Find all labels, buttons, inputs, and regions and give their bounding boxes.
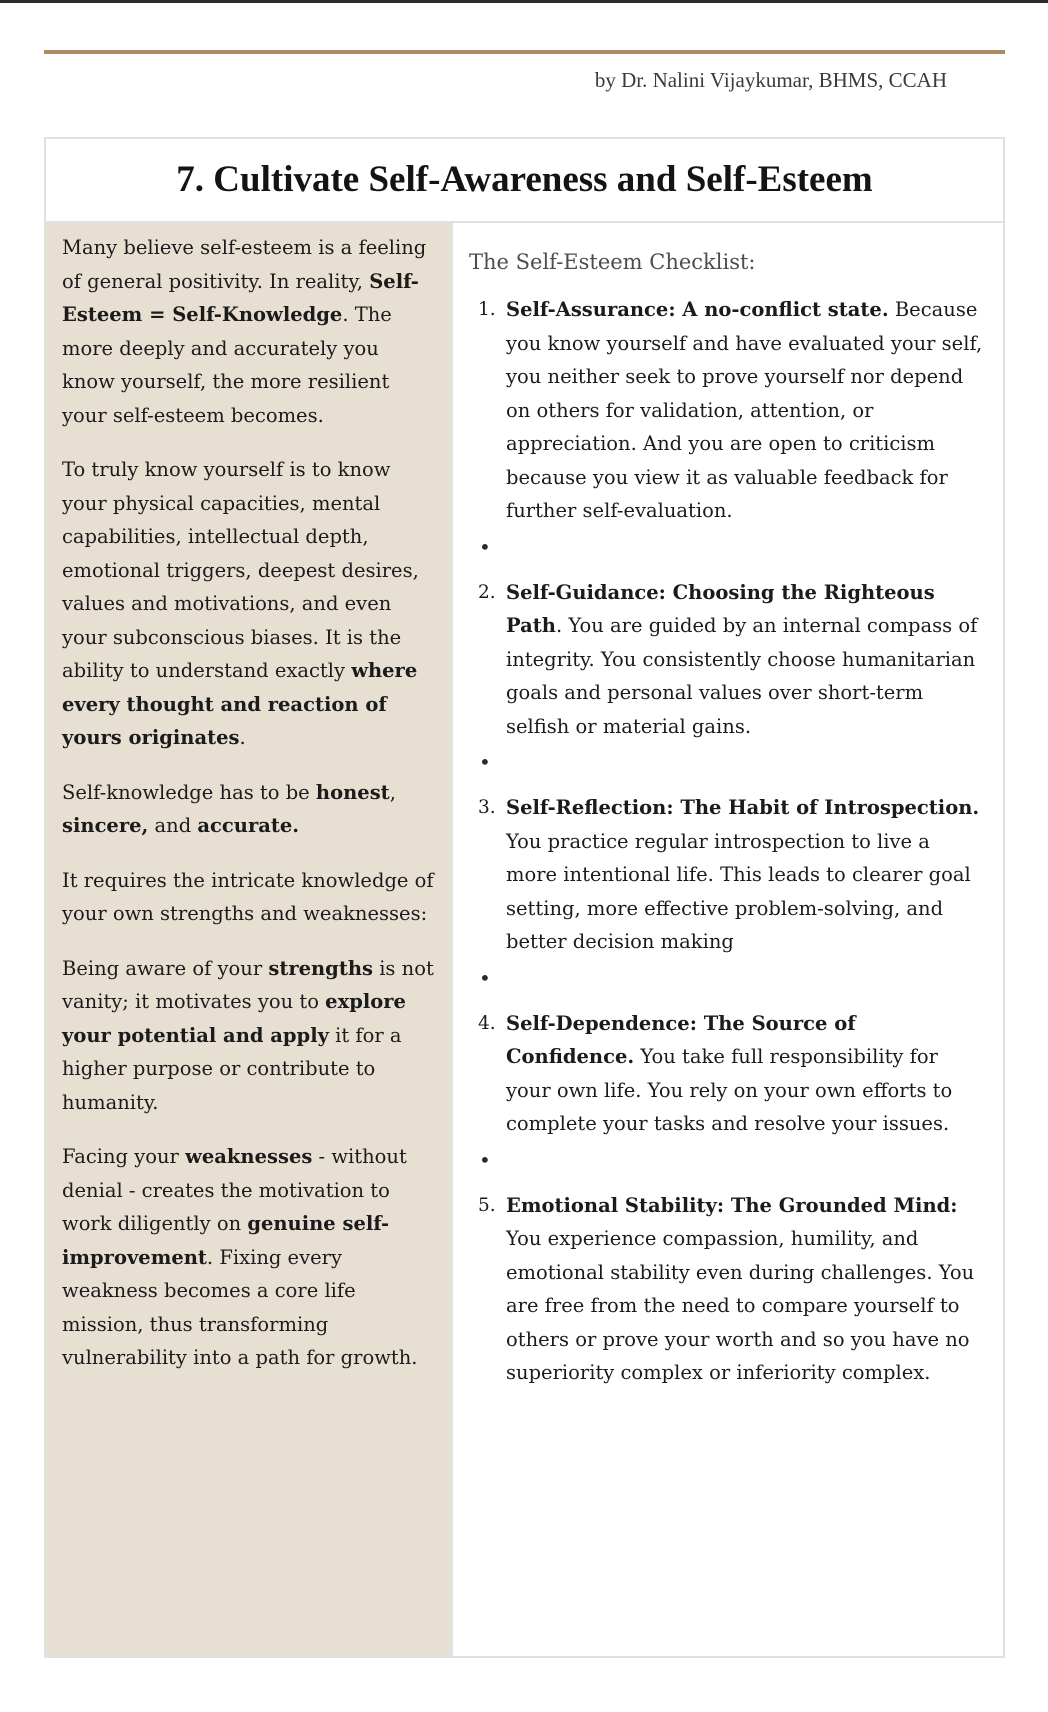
item-text: Self-Reflection: The Habit of Introspection. You practice regular introspection to live a more intentional life. This leads to clearer goal setting, more effective problem-solving, and better decision making xyxy=(506,796,980,953)
item-number: 5. xyxy=(478,1194,496,1216)
item-text: Emotional Stability: The Grounded Mind: You experience compassion, humility, and emotional stability even during challenges. You are free from the need to compare yourself to others or prove your worth and so you have no superiority complex or inferiority complex. xyxy=(506,1193,975,1384)
title-section xyxy=(46,139,1003,223)
content-card xyxy=(44,137,1005,1658)
checklist-item xyxy=(469,791,983,959)
checklist-item xyxy=(469,1189,983,1390)
empty-bullet: • xyxy=(479,965,491,990)
intro-paragraph: Being aware of your strengths is not vanity; it motivates you to explore your potential and apply it for a higher purpose or contribute to humanity. xyxy=(62,956,434,1114)
item-text: Self-Guidance: Choosing the Righteous Path. You are guided by an internal compass of integrity. You consistently choose humanitarian goals and personal values over short-term selfish or material gains. xyxy=(506,580,978,738)
item-number: 3. xyxy=(478,797,496,818)
checklist-item xyxy=(469,576,983,744)
intro-paragraph: It requires the intricate knowledge of your own strengths and weaknesses: xyxy=(62,868,434,925)
empty-bullet: • xyxy=(479,534,491,559)
item-number: 4. xyxy=(478,1012,496,1034)
checklist-column xyxy=(453,223,1003,1656)
intro-paragraph: Facing your weaknesses - without denial - creates the motivation to work diligently on genuine self-improvement. Fixing every weakness becomes a core life mission, thus transforming vulnerability into a path for growth. xyxy=(62,1145,418,1369)
intro-column xyxy=(46,223,453,1656)
byline: by Dr. Nalini Vijaykumar, BHMS, CCAH xyxy=(594,68,947,92)
empty-bullet: • xyxy=(479,1147,491,1172)
checklist-item xyxy=(469,1007,983,1141)
header-rule xyxy=(44,50,1005,54)
item-number: 2. xyxy=(478,581,496,603)
top-edge-bar xyxy=(0,0,1048,3)
page-title: 7. Cultivate Self-Awareness and Self-Esteem xyxy=(176,159,873,200)
checklist-heading: The Self-Esteem Checklist: xyxy=(469,250,756,274)
empty-bullet: • xyxy=(479,750,491,774)
item-text: Self-Assurance: A no-conflict state. Because you know yourself and have evaluated your self, you neither seek to prove yourself nor depend on others for validation, attention, or appreciation. And you are open to criticism because you view it as valuable feedback for further self-evaluation. xyxy=(506,298,983,522)
checklist xyxy=(469,293,983,1390)
item-number: 1. xyxy=(478,299,496,320)
checklist-item xyxy=(469,293,983,528)
item-text: Self-Dependence: The Source of Confidence. You take full responsibility for your own life. You rely on your own efforts to complete your tasks and resolve your issues. xyxy=(506,1011,953,1135)
intro-paragraph: To truly know yourself is to know your physical capacities, mental capabilities, intellectual depth, emotional triggers, deepest desires, values and motivations, and even your subconscious biases. It is the ability to understand exactly where every thought and reaction of yours originates. xyxy=(62,458,419,749)
intro-paragraph: Self-knowledge has to be honest, sincere, and accurate. xyxy=(62,780,396,837)
content-columns xyxy=(46,223,1003,1656)
intro-paragraph: Many believe self-esteem is a feeling of general positivity. In reality, Self-Esteem = Self-Knowledge. The more deeply and accurately you know yourself, the more resilient your self-esteem becomes. xyxy=(62,236,427,427)
